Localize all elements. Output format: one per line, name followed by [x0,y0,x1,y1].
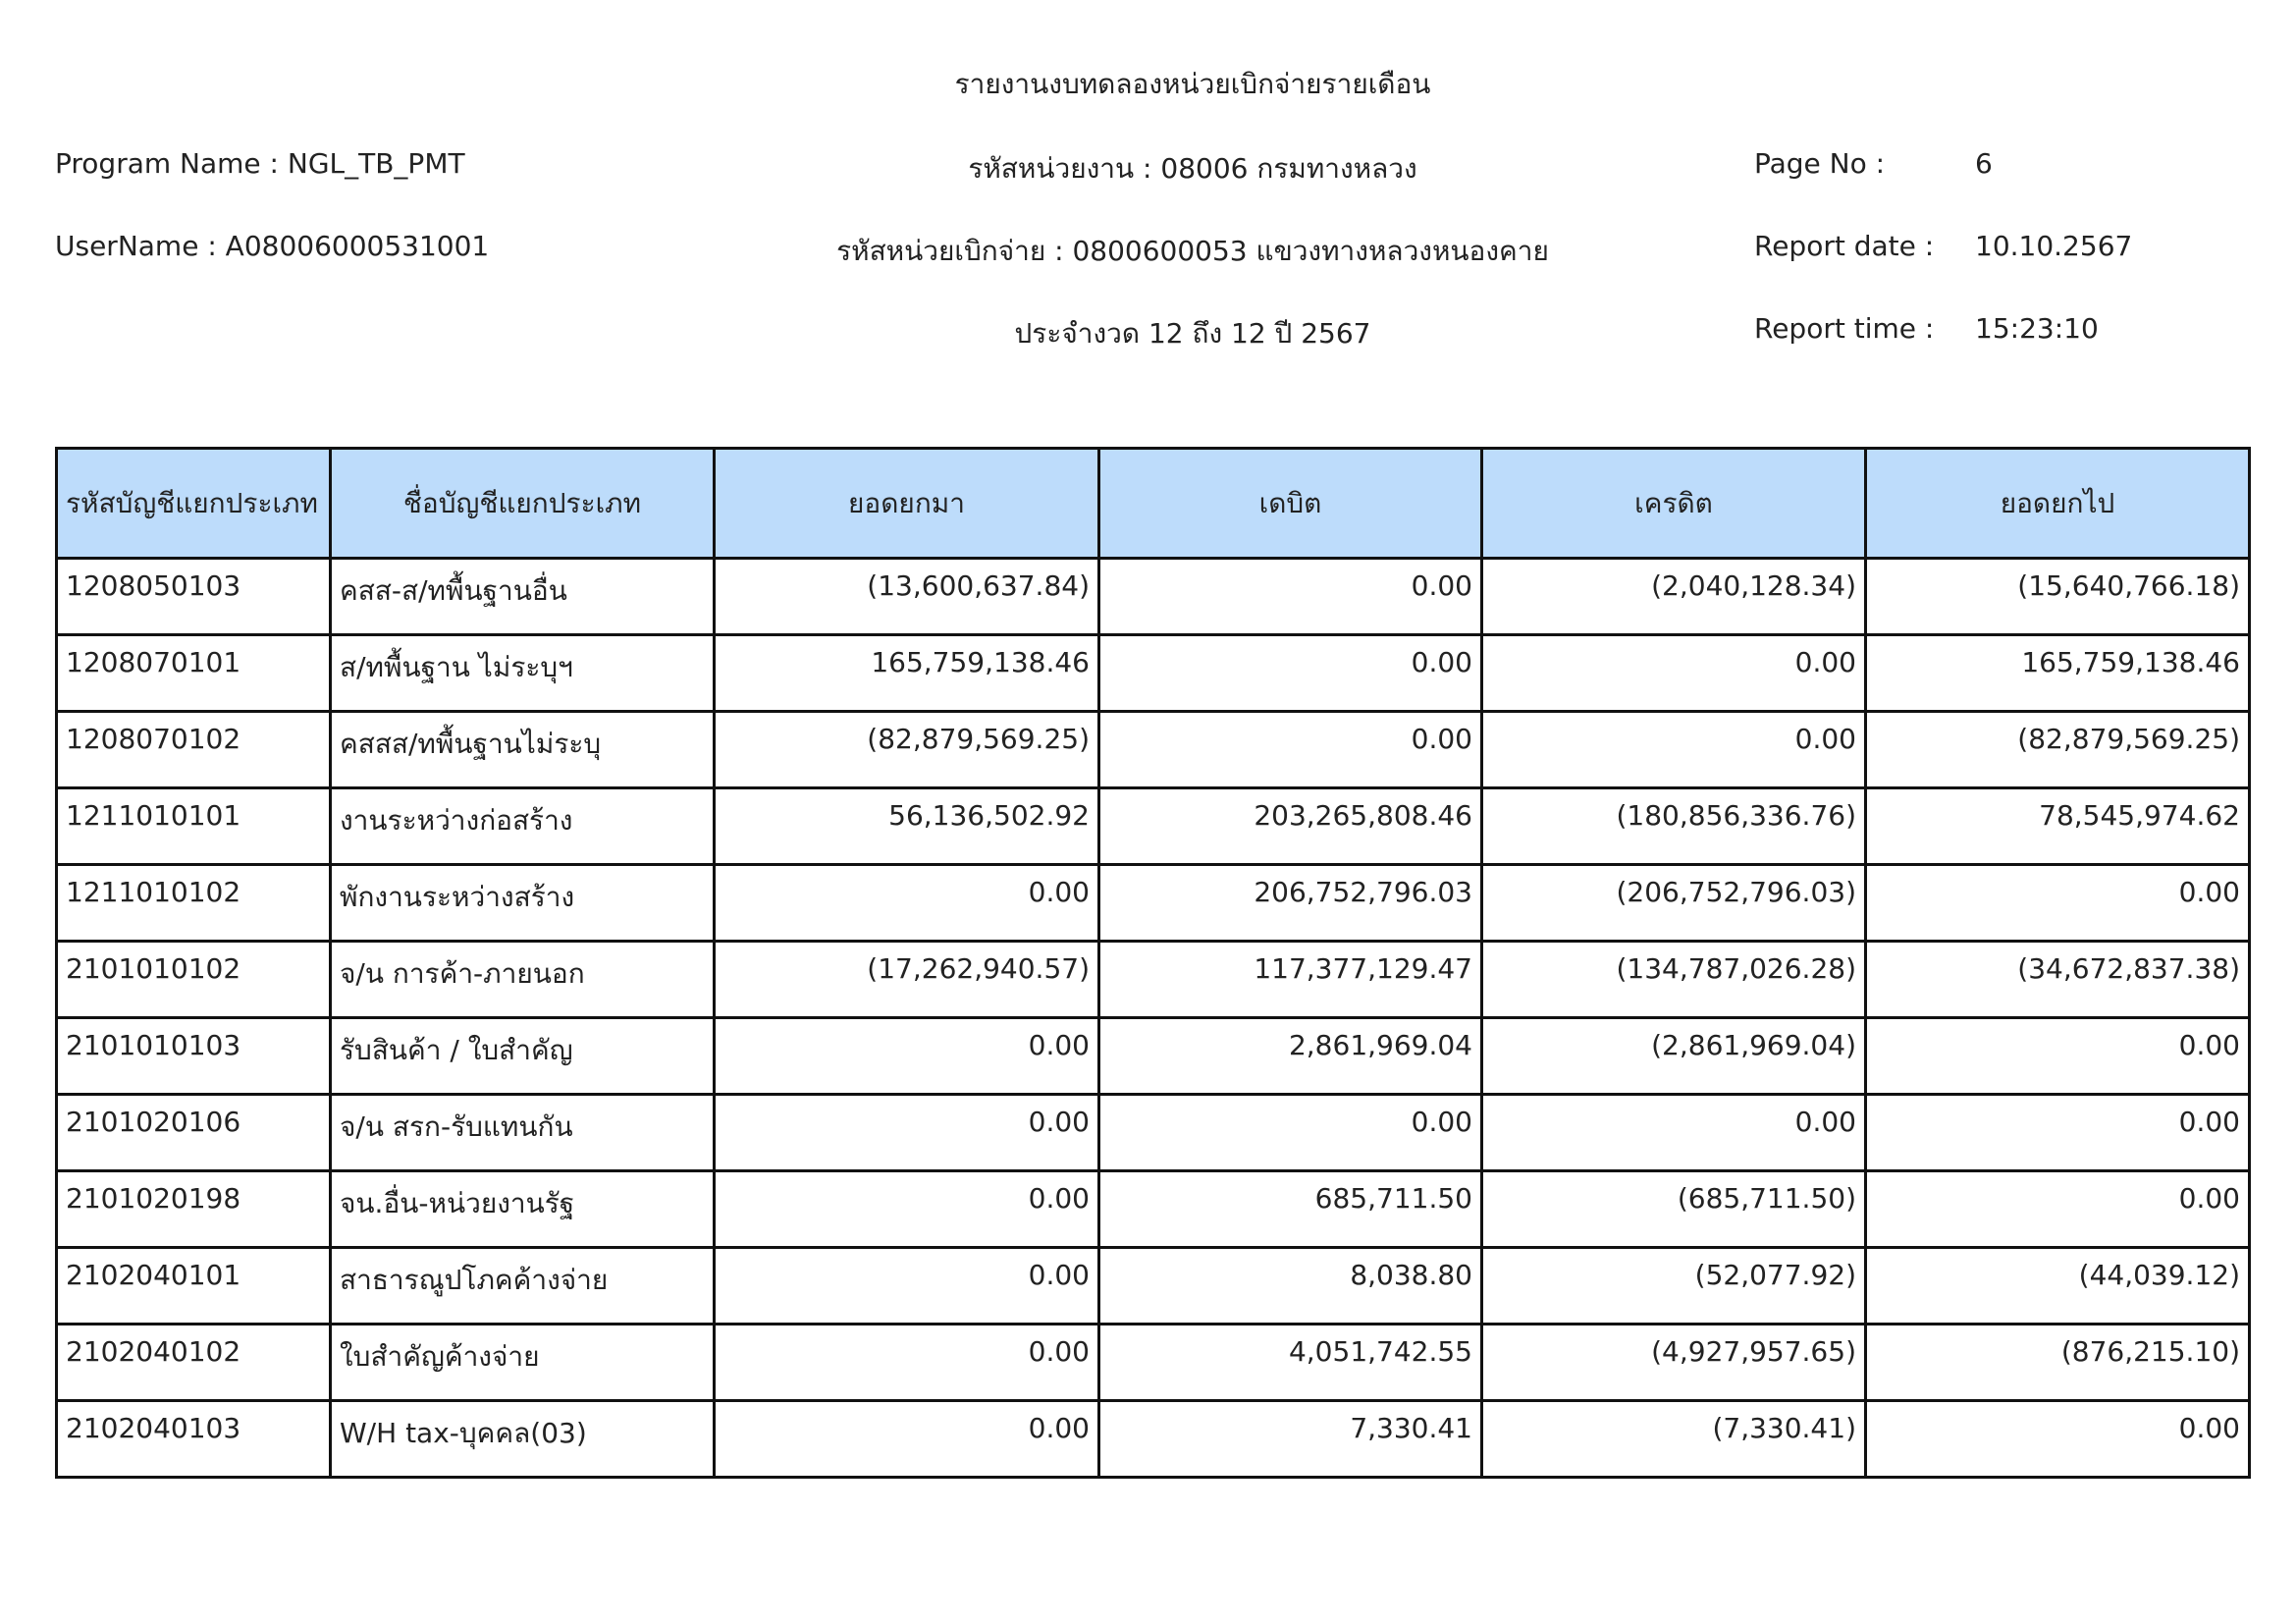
column-header-closing-balance: ยอดยกไป [1866,449,2250,559]
cell-account-name: จ/น การค้า-ภายนอก [331,942,715,1018]
cell-debit: 0.00 [1099,635,1482,712]
table-row [57,712,2250,788]
table-row [57,788,2250,865]
column-header-account-code: รหัสบัญชีแยกประเภท [57,449,331,559]
table-row [57,1018,2250,1095]
report-date: 10.10.2567 [1975,230,2133,262]
cell-account-code: 1211010101 [57,788,331,865]
cell-credit: (685,711.50) [1482,1171,1866,1248]
table-row [57,1248,2250,1325]
cell-account-name: พักงานระหว่างสร้าง [331,865,715,942]
cell-debit: 8,038.80 [1099,1248,1482,1325]
cell-opening-balance: 165,759,138.46 [715,635,1099,712]
cell-account-code: 2101010102 [57,942,331,1018]
cell-account-code: 1211010102 [57,865,331,942]
cell-opening-balance: 0.00 [715,865,1099,942]
column-header-account-name: ชื่อบัญชีแยกประเภท [331,449,715,559]
cell-debit: 206,752,796.03 [1099,865,1482,942]
cell-account-name: จน.อื่น-หน่วยงานรัฐ [331,1171,715,1248]
cell-credit: (4,927,957.65) [1482,1325,1866,1401]
cell-opening-balance: 0.00 [715,1401,1099,1478]
report-title: รายงานงบทดลองหน่วยเบิกจ่ายรายเดือน [954,68,1431,100]
page-no: 6 [1975,147,1993,180]
cell-closing-balance: 78,545,974.62 [1866,788,2250,865]
cell-debit: 203,265,808.46 [1099,788,1482,865]
cell-account-code: 2102040102 [57,1325,331,1401]
table-row [57,1171,2250,1248]
program-name: Program Name : NGL_TB_PMT [55,147,465,180]
cell-credit: (180,856,336.76) [1482,788,1866,865]
cell-debit: 2,861,969.04 [1099,1018,1482,1095]
cell-closing-balance: (34,672,837.38) [1866,942,2250,1018]
cell-closing-balance: 0.00 [1866,1171,2250,1248]
table-row [57,1325,2250,1401]
table-row [57,1401,2250,1478]
report-time: 15:23:10 [1975,312,2099,345]
cell-account-name: งานระหว่างก่อสร้าง [331,788,715,865]
cell-account-code: 1208070102 [57,712,331,788]
column-header-debit: เดบิต [1099,449,1482,559]
cell-credit: (206,752,796.03) [1482,865,1866,942]
cell-account-name: ส/ทพื้นฐาน ไม่ระบุฯ [331,635,715,712]
cell-credit: (2,040,128.34) [1482,559,1866,635]
table-row [57,865,2250,942]
cell-opening-balance: 0.00 [715,1325,1099,1401]
cell-opening-balance: 0.00 [715,1095,1099,1171]
cell-credit: (2,861,969.04) [1482,1018,1866,1095]
cell-account-code: 1208070101 [57,635,331,712]
username: UserName : A08006000531001 [55,230,490,262]
cell-credit: (52,077.92) [1482,1248,1866,1325]
cell-account-code: 2102040101 [57,1248,331,1325]
agency: รหัสหน่วยงาน : 08006 กรมทางหลวง [968,152,1417,185]
cell-account-name: คสส-ส/ทพื้นฐานอื่น [331,559,715,635]
cell-account-name: ใบสำคัญค้างจ่าย [331,1325,715,1401]
cell-closing-balance: (15,640,766.18) [1866,559,2250,635]
cell-opening-balance: 56,136,502.92 [715,788,1099,865]
table-header-row [57,449,2250,559]
column-header-credit: เครดิต [1482,449,1866,559]
cell-debit: 0.00 [1099,559,1482,635]
cell-opening-balance: 0.00 [715,1018,1099,1095]
table-row [57,1095,2250,1171]
report-time-label: Report time : [1754,312,1935,345]
cell-credit: (7,330.41) [1482,1401,1866,1478]
cell-account-code: 2101010103 [57,1018,331,1095]
cell-debit: 0.00 [1099,712,1482,788]
cell-credit: (134,787,026.28) [1482,942,1866,1018]
cell-account-code: 2101020198 [57,1171,331,1248]
cell-closing-balance: (82,879,569.25) [1866,712,2250,788]
report-date-label: Report date : [1754,230,1935,262]
cell-closing-balance: 0.00 [1866,865,2250,942]
cell-debit: 4,051,742.55 [1099,1325,1482,1401]
cell-closing-balance: 165,759,138.46 [1866,635,2250,712]
column-header-opening-balance: ยอดยกมา [715,449,1099,559]
table-row [57,942,2250,1018]
cell-closing-balance: 0.00 [1866,1095,2250,1171]
cell-account-name: รับสินค้า / ใบสำคัญ [331,1018,715,1095]
cell-closing-balance: 0.00 [1866,1401,2250,1478]
cell-credit: 0.00 [1482,712,1866,788]
cell-opening-balance: (13,600,637.84) [715,559,1099,635]
cell-account-name: W/H tax-บุคคล(03) [331,1401,715,1478]
cell-opening-balance: (17,262,940.57) [715,942,1099,1018]
cell-opening-balance: (82,879,569.25) [715,712,1099,788]
table-row [57,559,2250,635]
cell-closing-balance: 0.00 [1866,1018,2250,1095]
cell-closing-balance: (876,215.10) [1866,1325,2250,1401]
table-row [57,635,2250,712]
cell-closing-balance: (44,039.12) [1866,1248,2250,1325]
cell-credit: 0.00 [1482,635,1866,712]
cell-debit: 117,377,129.47 [1099,942,1482,1018]
cell-account-name: จ/น สรก-รับแทนกัน [331,1095,715,1171]
cell-account-name: คสสส/ทพื้นฐานไม่ระบุ [331,712,715,788]
page-no-label: Page No : [1754,147,1886,180]
cell-credit: 0.00 [1482,1095,1866,1171]
cell-debit: 0.00 [1099,1095,1482,1171]
cell-opening-balance: 0.00 [715,1248,1099,1325]
cell-debit: 7,330.41 [1099,1401,1482,1478]
cell-account-code: 2102040103 [57,1401,331,1478]
cell-opening-balance: 0.00 [715,1171,1099,1248]
trial-balance-table [55,447,2251,1479]
disbursing-unit: รหัสหน่วยเบิกจ่าย : 0800600053 แขวงทางหลวงหนองคาย [836,235,1549,267]
cell-debit: 685,711.50 [1099,1171,1482,1248]
cell-account-name: สาธารณูปโภคค้างจ่าย [331,1248,715,1325]
cell-account-code: 1208050103 [57,559,331,635]
period: ประจำงวด 12 ถึง 12 ปี 2567 [1014,317,1371,350]
cell-account-code: 2101020106 [57,1095,331,1171]
